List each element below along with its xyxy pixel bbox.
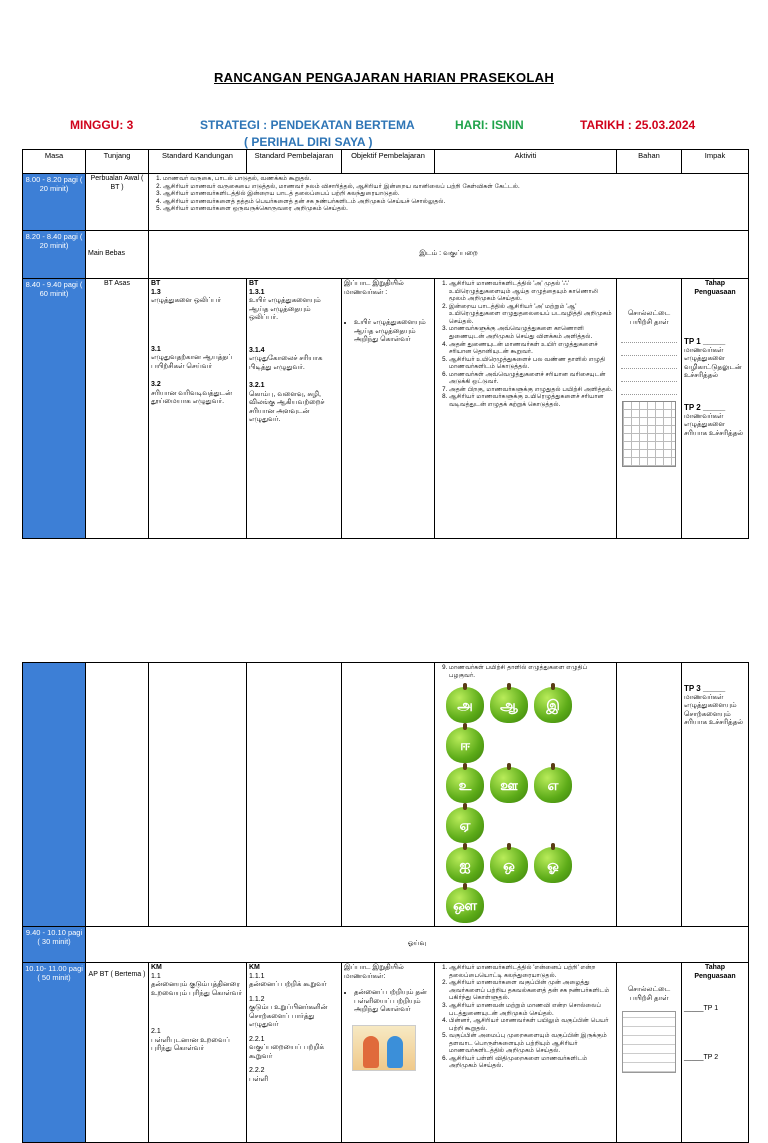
sp-number: 2.2.1 (249, 1035, 265, 1043)
bahan-text: சொல்லட்டை பயிற்சி தாள் (627, 310, 671, 326)
sp-number: 1.3.1 (249, 288, 265, 296)
strategi-subtitle: ( PERIHAL DIRI SAYA ) (244, 135, 373, 149)
bahan-text: சொல்லட்டை பயிற்சி தாள் (627, 986, 671, 1002)
strategi-label: STRATEGI : PENDEKATAN BERTEMA (200, 118, 415, 132)
sp-number: 1.1.1 (249, 972, 265, 980)
tunjang-cell: Perbualan Awal ( BT ) (86, 174, 149, 231)
sk-text: எழுத்துகளை ஒலிப்பர் (151, 297, 222, 305)
sp-text: கொம்பு, வளைவு, சுழி, விலங்கு ஆகியவற்றைச் சரியான அளவுடன் எழுதுவர். (249, 390, 325, 424)
sp-number: 3.1.4 (249, 346, 265, 354)
standard-kandungan-cell (149, 663, 247, 927)
time-cell (23, 663, 86, 927)
sk-number: 3.1 (151, 345, 161, 353)
standard-kandungan-cell (149, 963, 247, 1143)
impak-heading: Tahap Penguasaan (694, 964, 736, 980)
location-cell: இடம் : வகுப்பறை (149, 231, 749, 279)
list-item: 2. ஆசிரியர் மாணவர் வருகையை எடுத்தல், மாணவர் நலம் விசாரித்தல், ஆசிரியர் இன்றைய வானிலைப் பற்றி கேள்விகள் கேட்டல். (163, 183, 746, 191)
tp2-text: மாணவர்கள் எழுத்துகளை சரியாக உச்சரித்தல் (684, 412, 744, 437)
standard-pembelajaran-cell (247, 963, 342, 1143)
activity-cell (149, 174, 749, 231)
objektif-cell (342, 279, 435, 539)
table-row (23, 963, 749, 1143)
impak-cell (682, 963, 749, 1143)
sk-text: தன்னையும் குடும்பத்தினரை உறவையும் புரிந்து கொள்வர் (151, 981, 243, 997)
standard-pembelajaran-cell (247, 663, 342, 927)
table-row (23, 279, 749, 539)
sk-text: எழுதுவதற்கான ஆயத்தப் பயிற்சிகள் செய்வர் (151, 354, 233, 370)
list-item: 1. மாணவர் வருகை, பாடல் பாடுதல், வணக்கம் கூறுதல். (163, 175, 746, 183)
time-cell: 8.20 - 8.40 pagi ( 20 minit) (23, 231, 86, 279)
apple-letter: உ (446, 767, 484, 803)
objektif-item: • உயிர் எழுத்துகளையும் ஆய்த எழுத்தையும் அறிந்து கொள்வர் (354, 319, 432, 345)
list-item: 2. ஆசிரியர் மாணவர்களை வகுப்பின் முன் அழைத்து அவர்களைப் பற்றிய தகவல்களைத் தன் சக நண்பர்களிடம் பகிர்ந்து கொள்ளுதல். (449, 979, 614, 1002)
sk-number: 1.3 (151, 288, 161, 296)
list-item: 4. பின்னர், ஆசிரியர் மாணவர்கள் பயிலும் வகுப்பின் பெயர் பற்றி கூறுதல். (449, 1017, 614, 1032)
page-title: RANCANGAN PENGAJARAN HARIAN PRASEKOLAH (213, 70, 555, 85)
sp-number: 2.2.2 (249, 1067, 265, 1075)
sk-heading: KM (151, 964, 162, 972)
sk-heading: BT (151, 280, 161, 287)
header-standard-kandungan: Standard Kandungan (149, 150, 247, 174)
tp1-text: மாணவர்கள் எழுத்துகளை வழிகாட்டுதலுடன் உச்சரித்தல் (684, 346, 742, 380)
apple-letter: ஆ (490, 687, 528, 723)
list-item: 9. மாணவர்கள் பயிற்சி தாளில் எழுத்துகளை எழுதிப் பழகுவர். (449, 664, 614, 679)
lesson-plan-table-1 (22, 149, 749, 539)
sp-number: 1.1.2 (249, 995, 265, 1003)
apple-letter: ஏ (446, 807, 484, 843)
list-item: 3. ஆசிரியர் மாணவன் மற்றும் மாணவி என்ற சொல்லைப் படத்துணையுடன் அறிமுகம் செய்தல். (449, 1002, 614, 1017)
aktiviti-cell (435, 663, 617, 927)
tp2-label: _____TP 2 (684, 1053, 719, 1061)
lesson-plan-table-2 (22, 662, 749, 1143)
children-picture (352, 1025, 416, 1071)
list-item: 5. ஆசிரியர் மாணவர்களை ஒருவருக்கொருவரை அறிமுகம் செய்தல். (163, 205, 746, 213)
apple-letter: ஓ (534, 847, 572, 883)
header-objektif: Objektif Pembelajaran (342, 150, 435, 174)
sk-number: 3.2 (151, 381, 161, 389)
table-row (23, 231, 749, 279)
time-cell: 9.40 - 10.10 pagi ( 30 minit) (23, 927, 86, 963)
break-cell: ஓய்வு (86, 927, 749, 963)
tunjang-cell: Main Bebas (86, 231, 149, 279)
list-item: 5. வகுப்பின் அமைப்பு முறைகளையும் வகுப்பின் இருக்கும் தளவாட பொருள்களையும் பற்றியும் ஆசிரியர் மாணவர்களிடத்தில் அறிமுகம் செய்தல். (449, 1032, 614, 1055)
standard-kandungan-cell (149, 279, 247, 539)
aktiviti-cell (435, 963, 617, 1143)
apple-letter: எ (534, 767, 572, 803)
header-masa: Masa (23, 150, 86, 174)
table-row (23, 927, 749, 963)
tunjang-cell: BT Asas (86, 279, 149, 539)
header-bahan: Bahan (617, 150, 682, 174)
impak-cell (682, 663, 749, 927)
header-impak: Impak (682, 150, 749, 174)
apple-letter: ஔ (446, 887, 484, 923)
bahan-cell (617, 963, 682, 1143)
list-item: 3. மாணவர்களுக்கு அவ்வெழுத்துகளை காணொளி துணையுடன் அறிமுகம் செய்து விளக்கம் அளித்தல். (449, 325, 614, 340)
list-item: 6. ஆசிரியர் பள்ளி விதிமுறைகளை மாணவர்களிடம் அறிமுகம் செய்தல். (449, 1055, 614, 1070)
table-row (23, 663, 749, 927)
header-standard-pembelajaran: Standard Pembelajaran (247, 150, 342, 174)
apple-letter: ஈ (446, 727, 484, 763)
tp2-label: TP 2 _____ (684, 402, 726, 412)
tp3-text: மாணவர்கள் எழுத்துகளையும் சொற்களையும் சரியாக உச்சரித்தல் (684, 693, 744, 727)
tp1-label: TP 1 _____ (684, 337, 726, 347)
list-item: 7. அதன் பிறகு, மாணவர்களுக்கு எழுதுதல் பயிற்சி அளித்தல். (449, 386, 614, 394)
apple-letter: அ (446, 687, 484, 723)
objektif-intro: இப்பாட இறுதியில் மாணவர்கள் : (344, 280, 404, 296)
objektif-item: • தன்னைப் பற்றியும் தன் பள்ளியைப் பற்றியும் அறிந்து கொள்வர் (354, 989, 432, 1015)
impak-cell (682, 279, 749, 539)
sp-text: உயிர் எழுத்துகளையும் ஆய்த எழுத்தையும் ஒலிப்பர். (249, 297, 321, 322)
worksheet-image (622, 1011, 676, 1073)
time-cell: 8.00 - 8.20 pagi ( 20 minit) (23, 174, 86, 231)
apple-letter: இ (534, 687, 572, 723)
bahan-cell (617, 663, 682, 927)
list-item: 6. மாணவர்கள் அவ்வெழுத்துகளைச் சரியான வரிசையுடன் அடுக்கி ஒட்டுவர். (449, 371, 614, 386)
time-cell: 8.40 - 9.40 pagi ( 60 minit) (23, 279, 86, 539)
list-item: 4. அதன் துணையுடன் மாணவர்கள் உயிர் எழுத்துகளைச் சரியான தொனியுடன் கூறுவர். (449, 341, 614, 356)
tp3-label: TP 3 _____ (684, 684, 726, 693)
tunjang-cell (86, 663, 149, 927)
sp-number: 3.2.1 (249, 382, 265, 390)
tp1-label: _____TP 1 (684, 1005, 719, 1013)
list-item: 2. இன்றைய பாடத்தில் ஆசிரியர் 'அ' மற்றும் 'ஆ' உயிரெழுத்துகளை எழுதுதலையைப் படவழித்தி அறிமுகம் செய்தல். (449, 303, 614, 326)
list-item: 8. ஆசிரியர் மாணவர்களுக்கு உயிரெழுத்துகளைச் சரியான வடிவத்துடன் எழுதக் கற்றுக் கொடுத்தல். (449, 393, 614, 408)
objektif-cell (342, 963, 435, 1143)
header-tunjang: Tunjang (86, 150, 149, 174)
list-item: 3. ஆசிரியர் மாணவர்களிடத்தில் இன்றைய பாடத் தலைப்பைப் பற்றி கலந்துரையாடுதல். (163, 190, 746, 198)
letter-apples-image (437, 685, 614, 925)
sp-text: குடும்ப உறுப்பினர்களின் சொற்களைப் பார்த்து எழுதுவர் (249, 1004, 328, 1029)
worksheet-grid-image (622, 401, 676, 467)
objektif-intro: இப்பாட இறுதியில் மாணவர்கள்: (344, 964, 404, 980)
impak-heading: Tahap Penguasaan (694, 280, 736, 296)
tunjang-cell: AP BT ( Bertema ) (86, 963, 149, 1143)
sp-heading: KM (249, 964, 260, 972)
hari-label: HARI: ISNIN (455, 118, 524, 132)
list-item: 4. ஆசிரியர் மாணவர்களைத் தத்தம் பெயர்களைத் தன் சக நண்பர்களிடம் அறிமுகம் செய்யச் சொல்லுதல். (163, 198, 746, 206)
time-cell: 10.10- 11.00 pagi ( 50 minit) (23, 963, 86, 1143)
apple-letter: ஊ (490, 767, 528, 803)
sp-text: வகுப்பறையைப் பற்றிக் கூறுவர் (249, 1044, 324, 1060)
list-item: 5. ஆசிரியர் உயிரெழுத்துகளைச் பல வண்ண தாளில் எழுதி மாணவர்களிடம் கொடுத்தல். (449, 356, 614, 371)
sp-text: எழுதுகோலைச் சரியாக பிடித்து எழுதுவர். (249, 355, 323, 371)
list-item: 1. ஆசிரியர் மாணவர்களிடத்தில் 'என்னைப் பற்றி' என்ற தலைப்பையொட்டி கலந்துரையாடுதல். (449, 964, 614, 979)
worksheet-lines-image (619, 333, 679, 395)
sp-text: தன்னைப் பற்றிக் கூறுவர் (249, 981, 327, 989)
sk-number: 2.1 (151, 1028, 161, 1036)
standard-pembelajaran-cell (247, 279, 342, 539)
sp-text: பள்ளி (249, 1075, 269, 1083)
sk-text: சரியான வரிவடிவத்துடன் தூய்மையாக எழுதுவர். (151, 389, 233, 406)
list-item: 1. ஆசிரியர் மாணவர்களிடத்தில் 'அ' முதல் 'ஃ' உயிரெழுத்துகளையும் ஆய்த எழுத்தையும் காணொலி மூலம் அறிமுகம் செய்தல். (449, 280, 614, 303)
header-row (23, 150, 749, 174)
aktiviti-cell (435, 279, 617, 539)
apple-letter: ஒ (490, 847, 528, 883)
header-aktiviti: Aktiviti (435, 150, 617, 174)
tarikh-label: TARIKH : 25.03.2024 (580, 118, 696, 132)
table-row (23, 174, 749, 231)
objektif-cell (342, 663, 435, 927)
sp-heading: BT (249, 280, 259, 287)
sk-number: 1.1 (151, 972, 161, 980)
apple-letter: ஐ (446, 847, 484, 883)
sk-text: பள்ளிபுடனான உறவைப் புரிந்து கொள்வர் (151, 1036, 230, 1053)
bahan-cell (617, 279, 682, 539)
minggu-label: MINGGU: 3 (70, 118, 134, 132)
